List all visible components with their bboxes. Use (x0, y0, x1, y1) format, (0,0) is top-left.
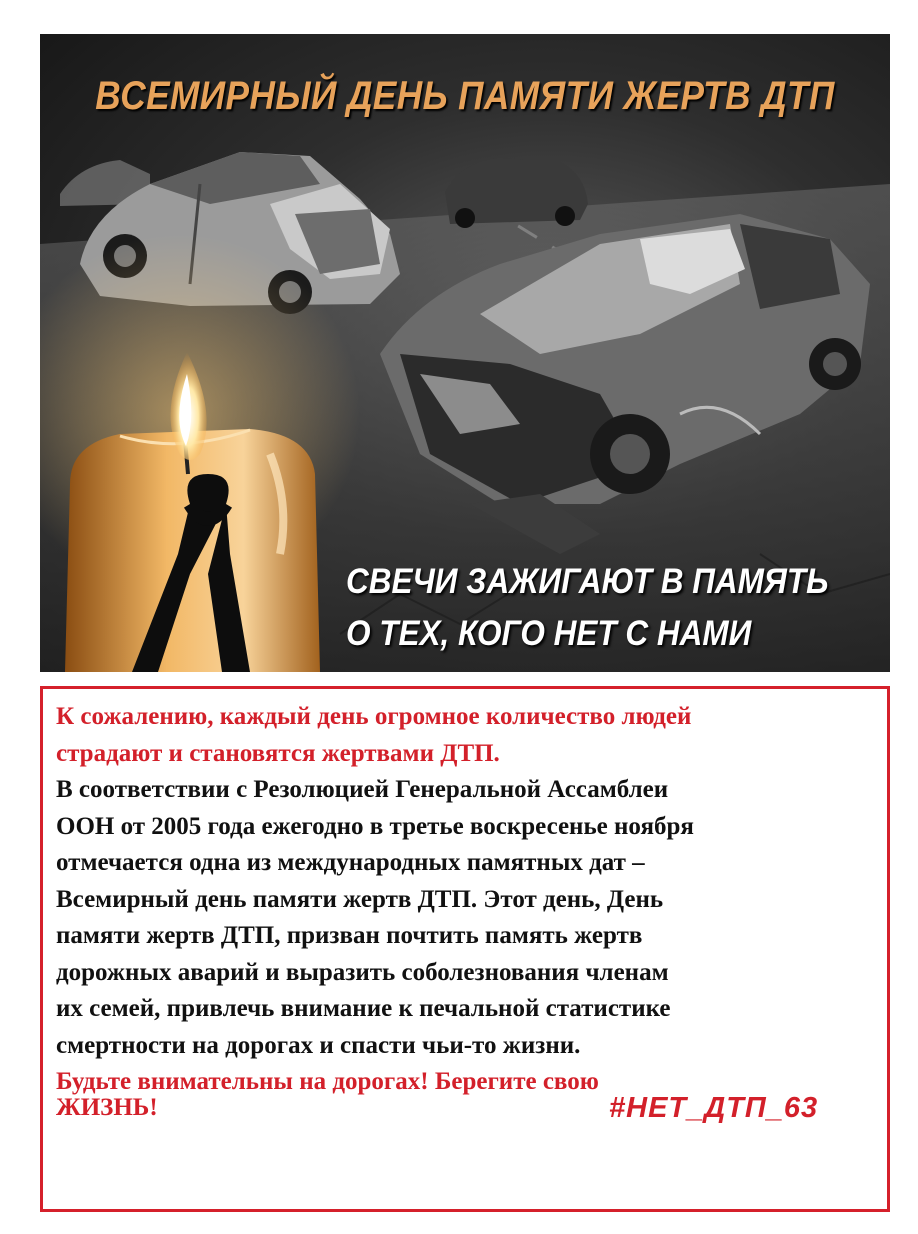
slogan-line: СВЕЧИ ЗАЖИГАЮТ В ПАМЯТЬ (346, 562, 829, 601)
body-line: Всемирный день памяти жертв ДТП. Этот день, День (56, 885, 664, 913)
body-line: памяти жертв ДТП, призван почтить память жертв (56, 922, 643, 949)
background-car-right (445, 158, 588, 228)
intro-line: страдают и становятся жертвами ДТП. (56, 739, 500, 767)
banner-slogan (346, 556, 832, 660)
slogan-line: О ТЕХ, КОГО НЕТ С НАМИ (346, 614, 752, 653)
article-text (56, 699, 886, 1101)
text-frame (40, 686, 890, 1212)
body-line: их семей, привлечь внимание к печальной статистике (56, 995, 671, 1022)
body-line: дорожных аварий и выразить соболезнования членам (56, 958, 669, 986)
body-line: В соответствии с Резолюцией Генеральной Ассамблеи (56, 776, 669, 803)
banner-title: ВСЕМИРНЫЙ ДЕНЬ ПАМЯТИ ЖЕРТВ ДТП (95, 74, 835, 118)
hashtag: #НЕТ_ДТП_63 (609, 1092, 819, 1124)
intro-line: К сожалению, каждый день огромное количество людей (56, 703, 692, 730)
memorial-banner (40, 34, 890, 672)
appeal-line: Будьте внимательны на дорогах! Берегите свою (56, 1068, 599, 1095)
body-line: ООН от 2005 года ежегодно в третье воскресенье ноября (56, 812, 694, 840)
body-line: смертности на дорогах и спасти чьи-то жизни. (56, 1031, 581, 1059)
body-line: отмечается одна из международных памятных дат – (56, 849, 645, 876)
appeal-end: ЖИЗНЬ! (56, 1094, 158, 1121)
